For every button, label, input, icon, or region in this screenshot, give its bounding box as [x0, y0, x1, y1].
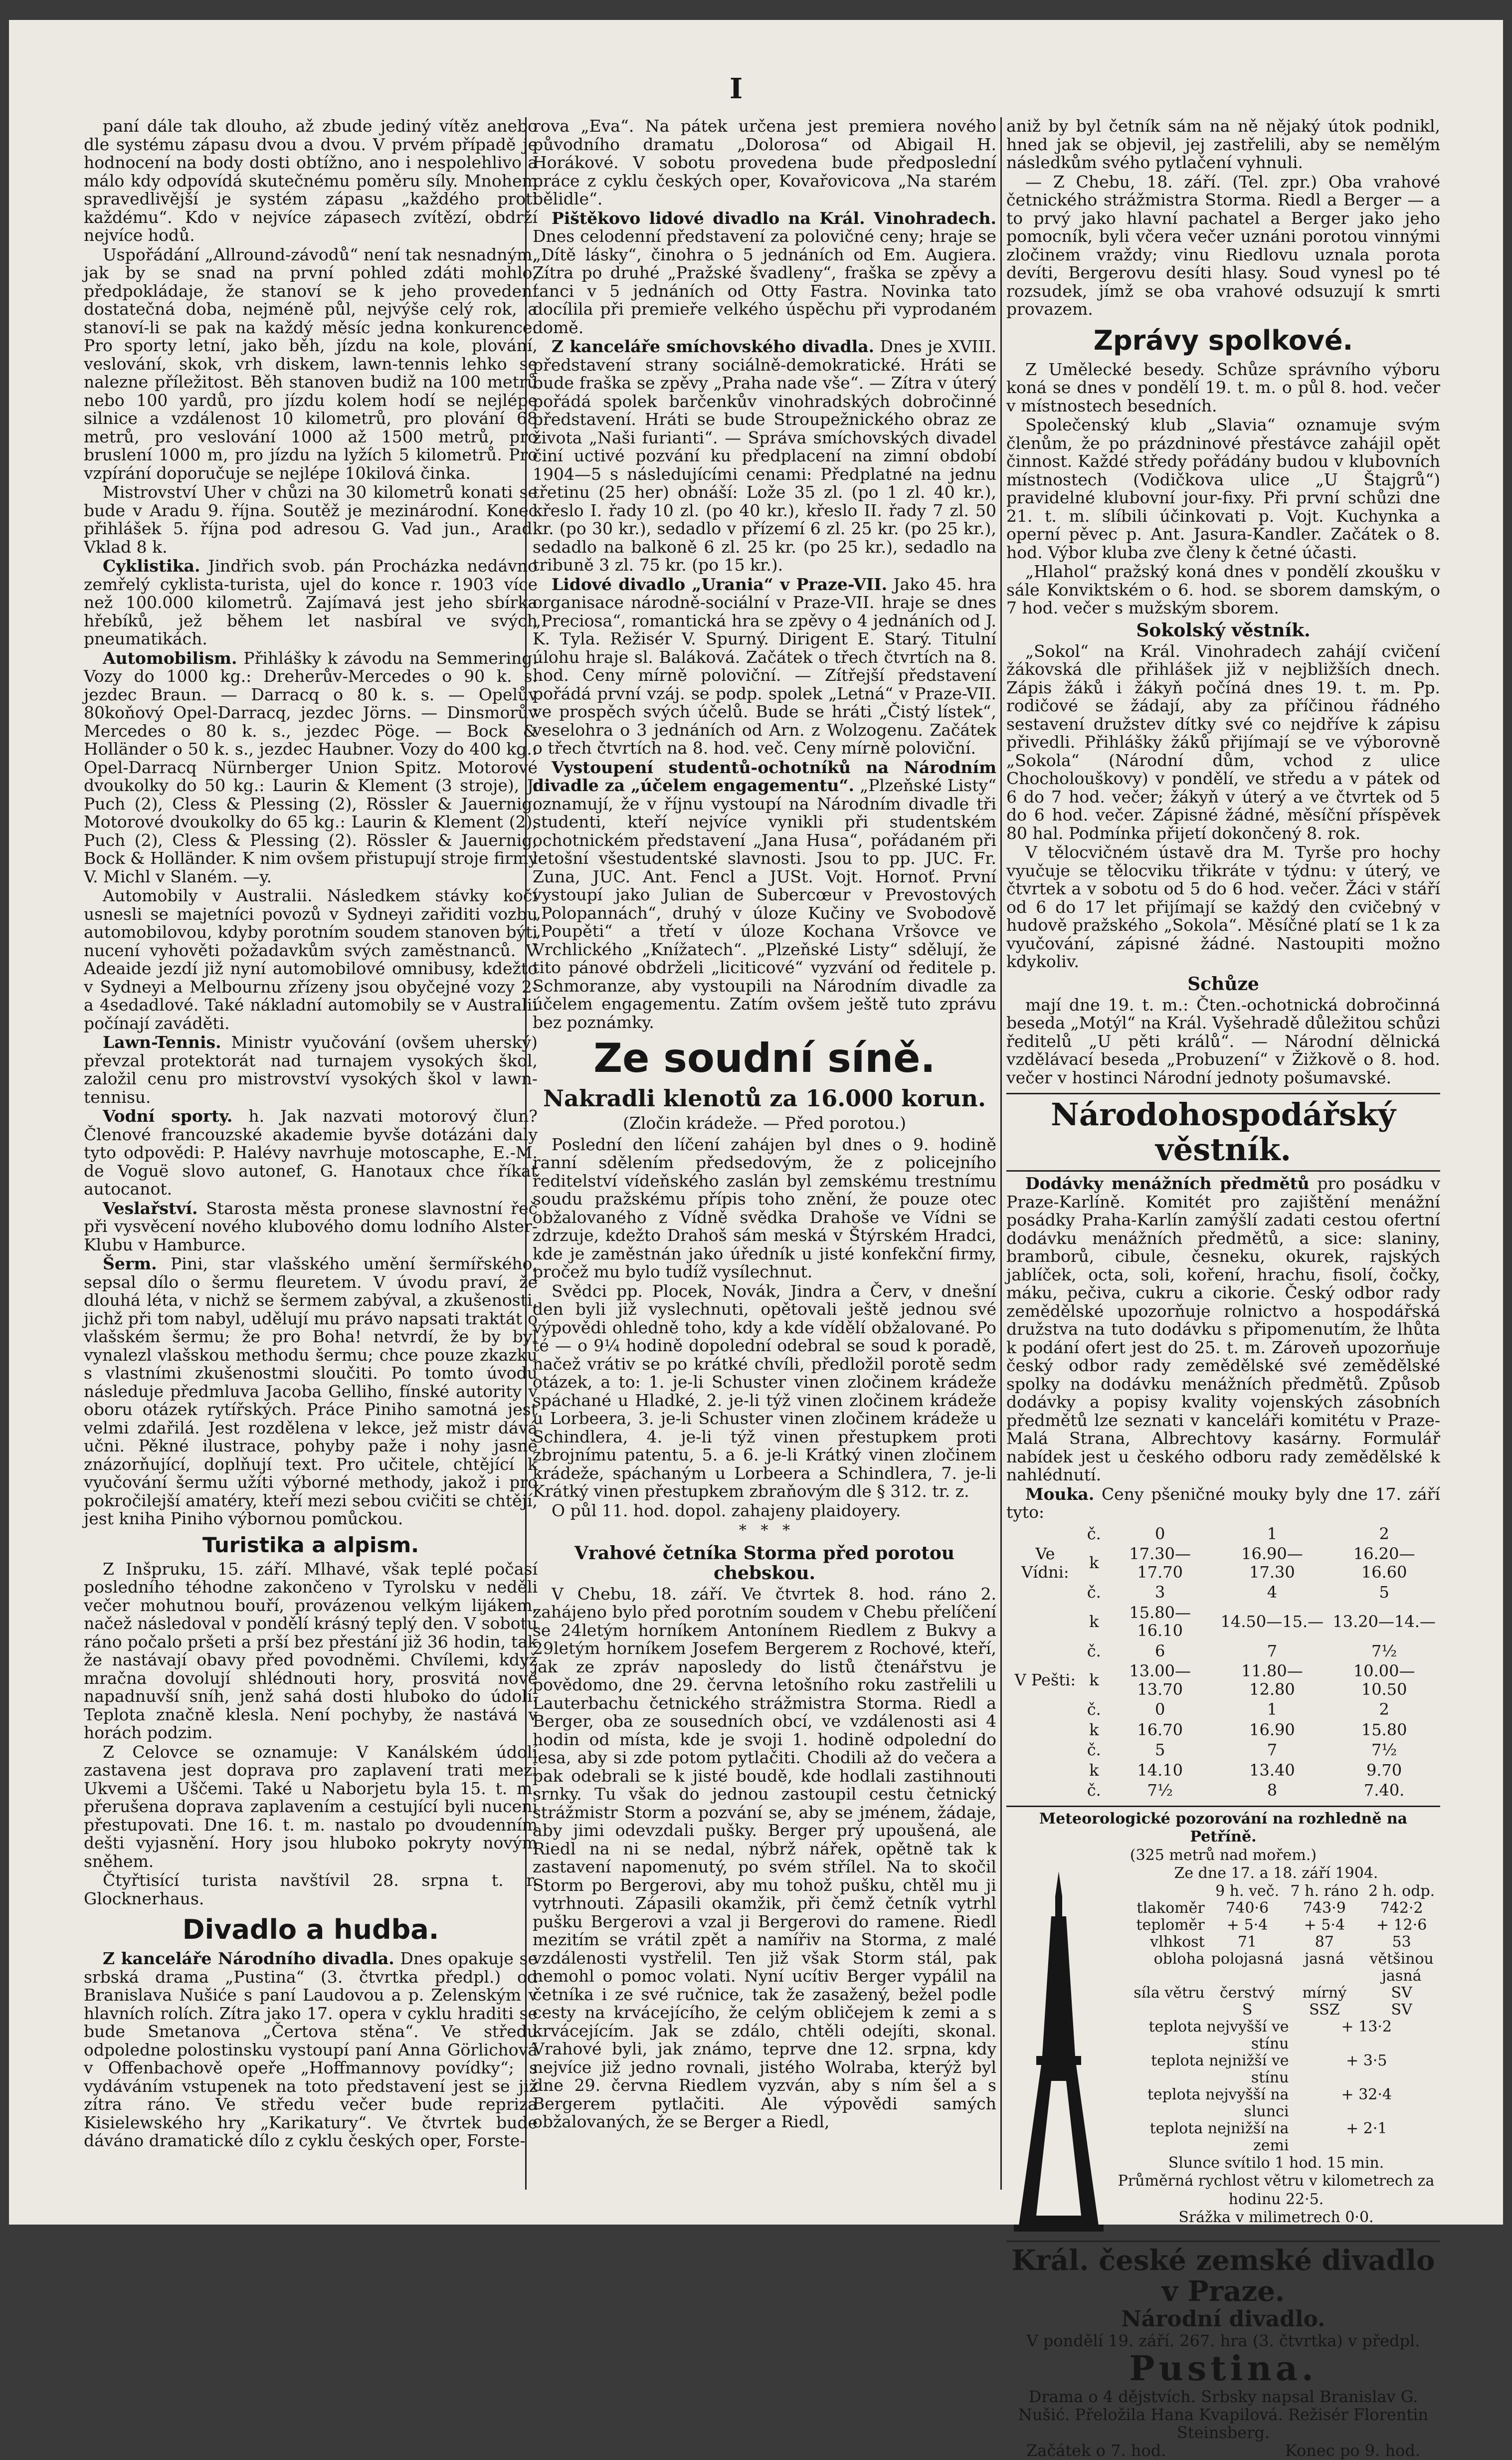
meteo-report	[1006, 1806, 1440, 2236]
rubric-label: Šerm.	[103, 1254, 157, 1273]
rubric-label: Vystoupení studentů-ochotníků na Národním divadle za „účelem engagementu“.	[533, 757, 996, 795]
table-cell: 5	[1379, 1583, 1389, 1602]
table-cell: 8	[1267, 1781, 1278, 1800]
table-cell: 5	[1155, 1740, 1165, 1759]
section-heading: Národohospodářský věstník.	[1006, 1093, 1440, 1172]
meteo-value: + 2·1	[1346, 2119, 1387, 2137]
table-row	[1006, 1740, 1440, 1760]
article-paragraph: V tělocvičném ústavě dra M. Tyrše pro hochy vyučuje se tělocviku třikráte v týdnu: v úterý, ve čtvrtek a v sobotu od 5 do 6 hod. večer. Žáci v stáří od 6 do 17 let přijímají se každý den cvičebný v hudově pražského „Sokola“. Měsíčné platí se 1 k za vyučování, zápisné žádné. Nastoupiti možno kdykoliv.	[1006, 842, 1440, 971]
table-row	[1006, 1603, 1440, 1641]
table-row-label	[1006, 1780, 1084, 1801]
newspaper-page	[9, 20, 1503, 2460]
table-cell: 16.70	[1137, 1720, 1183, 1739]
meteo-label	[1112, 1883, 1209, 1900]
meteo-value: SSZ	[1309, 2001, 1340, 2019]
meteo-row	[1112, 1951, 1440, 1985]
table-cell: 3	[1155, 1583, 1165, 1602]
meteo-value: 71	[1238, 1933, 1257, 1951]
table-row-label	[1006, 1699, 1084, 1720]
article-paragraph: V Chebu, 18. září. Ve čtvrtek 8. hod. ráno 2. zahájeno bylo před porotním soudem v Chebu přelíčení se 24letým horníkem Antonínem Riedlem z Bukvy a 29letým horníkem Josefem Bergerem z Rochové, kteří, jak ze zpráv naposledy do listů čtenářstvu je povědomo, dne 29. června letošního roku zastřelili u Lauterbachu četnického strážmistra Storma. Riedl a Berger, oba ze sousedních obcí, ve vzdálenosti asi 4 hodin od místa, kde je svoji 1. hodině odpolední do lesa, aby si zde potom pytlačiti. Chodili až do večera a pak odebrali se k jisté boudě, kde hodlali zastihnouti srnky. Tu však do jednou zastoupil cestu četnický strážmistr Storm a pozvání se, aby se jménem, žádaje, aby jimi odevzdali pušky. Berger prý upoušená, ale Riedl na ni se nedal, nýbrž nářek, opětně tak k zastavení napomenutý, po svém střílel. Na to skočil Storm po Bergerovi, aby mu tohož pušku, chtěl mu ji vytrhnouti. Zápasili okamžik, při čemž četník vytrhl pušku Bergerovi a vzal ji Bergerovi do ramene. Riedl mezitím se vrátil zpět a namířiv na Storma, z malé vzdálenosti vystřelil. Ten již však Storm stál, pak nemohl o pomoc volati. Nyní ucítiv Berger vypálil na četníka i ze své ručnice, tak že zasažený, bežel podle cesty na krvácejícího, že celým obličejem k zemi a s krvácejícím. Jak se zdálo, chtěli odejíti, skonal. Vrahové byli, jak známo, teprve dne 12. srpna, kdy nejvíce již jedno rovnali, jistého Wolraba, kterýž byl dne 29. června Riedlem vyzván, aby s ním šel a s Bergerem pytlačiti. Ale výpovědi samých obžalovaných, že se Berger a Riedl,	[533, 1584, 996, 2131]
meteo-value: + 3·5	[1346, 2051, 1387, 2069]
meteo-row	[1112, 1985, 1440, 2002]
meteo-row	[1112, 2086, 1440, 2120]
table-row	[1006, 1544, 1440, 1582]
article-subheadline: (Zločin krádeže. — Před porotou.)	[623, 1113, 906, 1133]
table-cell: k	[1089, 1720, 1099, 1739]
article-paragraph: paní dále tak dlouho, až zbude jediný vítěz anebo dle systému zápasu dvou a dvou. V prvém případě je hodnocení na body dosti obtížno, ano i nespolehlivo a málo kdy odpovídá skutečnému poměru síly. Mnohem spravedlivější je systém zápasu „každého proti každému“. Kdo v nejvíce zápasech zvítězí, obdrží nejvíce hodů.	[84, 116, 538, 245]
article-paragraph	[84, 1200, 538, 1254]
table-cell: k	[1089, 1760, 1099, 1780]
rubric-text: Ministr vyučování (ovšem uherský) převzal protektorát nad turnajem vysokých škol, založil cenu pro mistrovství vysokých škol v lawn-tennisu.	[84, 1032, 538, 1107]
theatre-announcement	[1006, 2241, 1440, 2460]
column-rule	[1000, 117, 1002, 2190]
section-heading: Ze soudní síně.	[593, 1035, 936, 1081]
meteo-value: 9 h. več.	[1215, 1882, 1280, 1900]
article-paragraph	[84, 1107, 538, 1199]
article-paragraph: O půl 11. hod. dopol. zahajeny plaidoyery.	[552, 1500, 901, 1520]
table-row	[1006, 1720, 1440, 1740]
table-cell: 7½	[1371, 1740, 1397, 1759]
theatre-play-title: Pustina.	[1129, 2349, 1318, 2389]
rubric-text: Přihlášky k závodu na Semmering. Vozy do 1000 kg.: Dreherův-Mercedes o 90 k. s. jezdec Braun. — Darracq o 80 k. s. — Opelův 80koňový Opel-Darracq, jezdec Jörns. — Dinsmorův Mercedes o 80 k. s., jezdec Pöge. — Bock & Holländer o 50 k. s., jezdec Haubner. Vozy do 400 kg.: Opel-Darracq Nürnberger Union Spitz. Motorové dvoukolky do 50 kg.: Laurin & Klement (3 stroje), J. Puch (2), Cless & Plessing (2), Rössler & Jauernig. Motorové dvoukolky do 65 kg.: Laurin & Klement (2), Puch (2), Cless & Plessing (2). Rössler & Jauernig, Bock & Holländer. K nim ovšem přistupují stroje firmy V. Michl v Slaném. —y.	[84, 648, 538, 886]
section-heading: Sokolský věstník.	[1136, 619, 1311, 641]
table-cell: 16.90—17.30	[1241, 1544, 1303, 1582]
table-row-label	[1006, 1603, 1084, 1641]
meteo-wind-speed: Průměrná rychlost větru v kilometrech za hodinu 22·5.	[1118, 2172, 1435, 2208]
meteo-subtitle: (325 metrů nad mořem.)	[1130, 1846, 1317, 1864]
table-cell: 1	[1267, 1524, 1278, 1543]
theatre-end: Konec po 9. hod.	[1285, 2441, 1420, 2460]
rubric-text: „Plzeňské Listy“ oznamují, že v říjnu vystoupí na Národním divadle tři studenti, kteří nejvíce vynikli při studentském ochotnickém představení „Jana Husa“, pořádaném při letošní všestudentské slavnosti. Jsou to pp. JUC. Fr. Zuna, JUC. Ant. Fencl a JUSt. Vojt. Hornoť. První vystoupí jako Julian de Subercœur v Prevostových „Polopannách“, druhý v úloze Kučiny ve Svobodově „Poupěti“ a třetí v úloze Kochana Vršovce ve Vrchlického „Knížatech“. „Plzeňské Listy“ sdělují, že tito pánové obdrželi „liciticové“ vyzvání od ředitele p. Schmoranze, aby vystoupili na Národním divadle za účelem engagementu. Zatím ovšem ještě tuto zprávu bez poznámky.	[533, 776, 996, 1032]
meteo-value: SV	[1391, 1984, 1412, 2002]
table-row-label	[1006, 1524, 1084, 1544]
table-row	[1006, 1661, 1440, 1699]
table-cell: 1	[1267, 1700, 1278, 1719]
table-cell: 7.40.	[1363, 1781, 1405, 1800]
meteo-value: 742·2	[1380, 1899, 1423, 1917]
article-paragraph: mají dne 19. t. m.: Čten.-ochotnická dobročinná beseda „Motýl“ na Král. Vyšehradě důležitou schůzi ředitelů „U pěti králů“. — Národní dělnická vzdělávací beseda „Probuzení“ v Žižkově o 8. hod. večer v hostinci Národní jednoty pošumavské.	[1006, 995, 1440, 1087]
table-row	[1006, 1582, 1440, 1603]
meteo-value: + 32·4	[1341, 2085, 1392, 2103]
meteo-value: S	[1242, 2001, 1253, 2019]
rubric-text: Jako 45. hra organisace národně-sociální v Praze-VII. hraje se dnes „Preciosa“, romantická hra se zpěvy o 4 jednáních od J. K. Tyla. Režisér V. Spurný. Dirigent E. Starý. Titulní úlohu hraje sl. Baláková. Začátek o třech čtvrtích na 8. hod. Ceny mírně poloviční. — Zítřejší představení pořádá první vzáj. se podp. spolek „Letná“ v Praze-VII. ve prospěch svých účelů. Bude se hráti „Čistý lístek“, veselohra o 3 jednáních od Arn. z Wolzogenu. Začátek o třech čtvrtích na 8. hod. več. Ceny mírně poloviční.	[533, 574, 996, 758]
section-heading: Divadlo a hudba.	[182, 1914, 439, 1945]
theatre-title: Král. české zemské divadlo v Praze.	[1011, 2244, 1435, 2308]
table-row	[1006, 1641, 1440, 1661]
table-cell: 9.70	[1366, 1760, 1402, 1780]
meteo-label: vlhkost	[1150, 1933, 1205, 1951]
meteo-sunshine: Slunce svítilo 1 hod. 15 min.	[1168, 2154, 1384, 2172]
meteo-row	[1112, 2019, 1440, 2052]
table-row-label	[1006, 1582, 1084, 1603]
article-paragraph	[533, 209, 996, 337]
table-row-label	[1006, 1740, 1084, 1760]
table-row	[1006, 1780, 1440, 1801]
table-row-label	[1006, 1720, 1084, 1740]
article-paragraph: Z Celovce se oznamuje: V Kanálském údolí zastavena jest doprava pro zaplavení trati mezi Ukvemi a Uščemi. Také u Naborjetu byla 15. t. m. přerušena doprava zaplavením a cestující byli nuceni přestupovati. Dne 16. t. m. nastalo po dvoudenním dešti vyjasnění. Hory jsou hluboko pokryty novým sněhem.	[84, 1742, 538, 1871]
article-paragraph: Společenský klub „Slavia“ oznamuje svým členům, že po prázdninové přestávce zahájil opět činnost. Každé středy pořádány budou v klubovních místnostech (Vodičkova ulice „U Štajgrů“) pravidelné klubovní jour-fixy. Při první schůzi dne 21. t. m. slíbili účinkovati p. Vojt. Kuchynka a operní pěvec p. Ant. Jasura-Kandler. Začátek o 8. hod. Výbor kluba zve členy k četné účasti.	[1006, 415, 1440, 562]
article-paragraph: Z Umělecké besedy. Schůze správního výboru koná se dnes v pondělí 19. t. m. o půl 8. hod. večer v místnostech besedních.	[1006, 359, 1440, 415]
meteo-row	[1112, 2052, 1440, 2086]
table-cell: č.	[1087, 1740, 1101, 1759]
table-cell: 6	[1155, 1641, 1165, 1660]
meteo-row	[1112, 1917, 1440, 1934]
table-cell: č.	[1087, 1641, 1101, 1660]
column-1	[84, 117, 538, 2190]
theatre-subtitle: Národní divadlo.	[1121, 2306, 1325, 2332]
rubric-label: Mouka.	[1025, 1484, 1095, 1504]
meteo-label: teplota nejnižší ve stínu	[1151, 2051, 1289, 2086]
article-paragraph	[84, 649, 538, 886]
flour-price-table	[1006, 1524, 1440, 1801]
table-header-row	[1006, 1524, 1440, 1544]
meteo-value: 87	[1315, 1933, 1334, 1951]
meteo-value: 53	[1392, 1933, 1411, 1951]
article-paragraph: „Sokol“ na Král. Vinohradech zahájí cvičení žákovská dle přihlášek již v nejbližších dnech. Zápis žáků i žákyň počíná dnes 19. t. m. Pp. rodičové se žádají, aby za příčinou řádného sestavení družstev dítky své co nejdříve k zápisu přivedli. Přihlášky žáků přijímají se ve výborovně „Sokola“ (Národní dům, vchod z ulice Chocholouškovy) v pondělí, ve středu a v pátek od 6 do 7 hod. večer; žákyň v úterý a ve čtvrtek od 5 do 6 hod. večer. Zápisné žádné, měsíční příspěvek 80 hal. Podmínka přijetí dokončený 8. rok.	[1006, 641, 1440, 843]
meteo-header-row	[1112, 1883, 1440, 1900]
meteo-value: mírný	[1302, 1984, 1347, 2002]
table-cell: 11.80—12.80	[1241, 1661, 1303, 1699]
table-cell: 7	[1267, 1641, 1278, 1660]
meteo-label: tlakoměr	[1136, 1899, 1205, 1917]
table-row-label: V Pešti:	[1014, 1670, 1076, 1690]
table-cell: 14.50—15.—	[1220, 1612, 1324, 1631]
table-cell: č.	[1087, 1524, 1101, 1543]
table-cell: 15.80	[1361, 1720, 1407, 1739]
table-row	[1006, 1699, 1440, 1720]
table-row-label: Ve Vídni:	[1021, 1544, 1069, 1582]
meteo-row	[1112, 1934, 1440, 1951]
meteo-row	[1112, 1900, 1440, 1917]
article-paragraph: Čtyřtisící turista navštívil 28. srpna t. r. Glocknerhaus.	[84, 1870, 538, 1908]
rubric-text: Starosta města pronese slavnostní řeč při vysvěcení nového klubového domu lodního Alster-Klubu v Hamburce.	[84, 1198, 538, 1254]
rubric-label: Lidové divadlo „Urania“ v Praze-VII.	[552, 574, 888, 594]
meteo-value: + 5·4	[1226, 1916, 1268, 1934]
article-paragraph	[84, 1950, 538, 2150]
article-paragraph	[1006, 1485, 1440, 1522]
rubric-text: Dnes celodenní představení za polovičné ceny; hraje se „Dítě lásky“, činohra o 5 jednáních od Em. Augiera. Zítra po druhé „Pražské švadleny“, fraška se zpěvy a tanci v 5 jednáních od Otty Fastra. Novinka tato docílila při premieře velkého úspěchu při vyprodaném domě.	[533, 226, 996, 337]
rubric-label: Pištěkovo lidové divadlo na Král. Vinohradech.	[552, 208, 996, 228]
rubric-label: Z kanceláře smíchovského divadla.	[552, 337, 875, 356]
table-cell: 13.20—14.—	[1332, 1612, 1436, 1631]
article-headline: Vrahové četníka Storma před porotou chebskou.	[574, 1542, 955, 1584]
rubric-text: Pini, star vlašského umění šermířského, sepsal dílo o šermu fleuretem. V úvodu praví, že dlouhá léta, v nichž se šermem zabýval, a zkušenosti, jichž při tom nabyl, udělují mu právo napsati traktát o vlašském šermu; že pro Boha! netvrdí, že by byl vynalezl vlašskou methodu šermu; chce pouze zkazku s vlastními zkušenostmi sloučiti. Po tomto úvodu následuje předmluva Jacoba Gelliho, fínské autority v oboru otázek rytířských. Práce Piniho samotná jest velmi zdařilá. Jest rozdělena v lekce, jež mistr dává učni. Pěkné ilustrace, pohyby paže i nohy jasně znázorňující, doplňují text. Pro učitele, chtějící k vyučování šermu užíti výborné methody, jakož i pro pokročilejší amatéry, kteří mezi sebou cvičiti se chtějí, jest kniha Piniho výbornou pomůckou.	[84, 1254, 538, 1528]
table-cell: 0	[1155, 1700, 1165, 1719]
article-paragraph: aniž by byl četník sám na ně nějaký útok podnikl, hned jak se objevil, jej zastřelili, aby se nemělým následkům svého pytlačení vyhnuli.	[1006, 116, 1440, 172]
column-2	[533, 117, 996, 2190]
article-paragraph	[1006, 1175, 1440, 1484]
meteo-value: + 13·2	[1341, 2018, 1392, 2036]
table-cell: k	[1089, 1553, 1099, 1573]
section-heading: Schůze	[1187, 973, 1259, 995]
meteo-title: Meteorologické pozorování na rozhledně na Petříně.	[1039, 1810, 1408, 1845]
table-cell: 2	[1379, 1700, 1389, 1719]
table-cell: 17.30—17.70	[1129, 1544, 1191, 1582]
rubric-text: Jindřich svob. pán Procházka nedávno zemřelý cyklista-turista, ujel do konce r. 1903 více než 100.000 kilometrů. Zajímavá jest jeho sbírka hřebíků, jež během let nasbíral ve svých pneumatikách.	[84, 556, 538, 648]
theatre-description: Drama o 4 dějstvích. Srbsky napsal Branislav G. Nušić. Přeložila Hana Kvapilová. Režisér Florentin Steinsberg.	[1018, 2387, 1429, 2442]
table-cell: 10.00—10.50	[1353, 1661, 1415, 1699]
rubric-label: Vodní sporty.	[103, 1106, 233, 1126]
article-paragraph: Poslední den líčení zahájen byl dnes o 9. hodině ranní sdělením předsedovým, že z policejního ředitelství vídeňského zaslán byl zemskému trestnímu soudu pražskému přípis toho znění, že pouze otec obžalovaného z Vídně svědka Drahoše ve Vídni se zdrzuje, kdežto Drahoš sám meská v Štýrském Hradci, kde je zaměstnán jako úředník u jisté konfekční firmy, pročež mu bylo tudíž vysílechnut.	[533, 1134, 996, 1281]
table-cell: 7	[1267, 1740, 1278, 1759]
table-cell: 2	[1379, 1524, 1389, 1543]
article-paragraph: Svědci pp. Plocek, Novák, Jindra a Červ, v dnešní den byli již vyslechnuti, opětovali ještě jednou své výpovědi ohledně toho, kdy a kde vídělí obžalované. Po té — o 9¼ hodině dopolední odebral se soud k poradě, načež vrátiv se po krátké chvíli, předložil porotě sedm otázek, a to: 1. je-li Schuster vinen zločinem krádeže spáchané u Hladké, 2. je-li týž vinen zločinem krádeže u Lorbeera, 3. je-li Schuster vinen zločinem krádeže u Schindlera, 4. je-li týž vinen přestupkem proti zbrojnímu patentu, 5. a 6. je-li Krátký vinen zločinem krádeže, spáchaným u Lorbeera a Schindlera, 7. je-li Krátký vinen přestupkem zbraňovým dle § 312. tr. z.	[533, 1281, 996, 1501]
table-cell: č.	[1087, 1583, 1101, 1602]
article-paragraph: Uspořádání „Allround-závodů“ není tak nesnadným, jak by se snad na první pohled zdáti mohlo, předpokládaje, že stanoví se k jeho provedení dostatečná doba, nejméně půl, nejvýše celý rok, a stanoví-li se pak na každý měsíc jedna konkurence. Pro sporty letní, jako běh, jízdu na kole, plování, veslování, skok, vrh diskem, lawn-tennis lehko se nalezne příležitost. Běh stanoven budiž na 100 metrů nebo 100 yardů, pro jízdu kolem hodí se nejlépe silnice a vzdálenost 10 kilometrů, pro plování 68 metrů, pro veslování 1000 až 1500 metrů, pro bruslení 1000 m, pro jízdu na lyžích 5 kilometrů. Pro vzpírání doporučuje se nejlépe 10kilová činka.	[84, 244, 538, 483]
table-row	[1006, 1760, 1440, 1781]
theatre-date-line: V pondělí 19. září. 267. hra (3. čtvrtka) v předpl.	[1026, 2331, 1420, 2350]
table-cell: 0	[1155, 1524, 1165, 1543]
meteo-date: Ze dne 17. a 18. září 1904.	[1174, 1864, 1378, 1882]
article-paragraph: Automobily v Australii. Následkem stávky kočí usnesli se majetníci povozů v Sydneyi zařiditi vozbu automobilovou, kdyby porotním soudem stanoven býti nucení vyhověti požadavkům svých zaměstnanců. V Adeaide jezdí již nyní automobilové omnibusy, kdežto v Sydneyi a Melbournu zřízeny jsou obyčejné vozy 2- a 4sedadlové. Také nákladní automobily se v Australii počínají zaváděti.	[84, 886, 538, 1033]
meteo-label: teploměr	[1136, 1916, 1205, 1934]
meteo-row	[1112, 2120, 1440, 2154]
theatre-times	[1006, 2442, 1440, 2460]
meteo-value: jasná	[1304, 1950, 1344, 1968]
article-paragraph: „Hlahol“ pražský koná dnes v pondělí zkoušku v sále Konviktském o 6. hod. se sborem damským, o 7 hod. večer s mužským sborem.	[1006, 562, 1440, 617]
article-paragraph: rova „Eva“. Na pátek určena jest premiera nového původního dramatu „Dolorosa“ od Abigail H. Horákové. V sobotu provedena bude předposlední práce z cyklu českých oper, Kovařovicova „Na starém bělidle“.	[533, 116, 996, 208]
meteo-label	[1112, 2002, 1209, 2019]
meteo-label: síla větru	[1134, 1984, 1205, 2002]
article-paragraph	[84, 557, 538, 648]
table-cell: k	[1089, 1612, 1099, 1631]
separator-asterisks-icon: * * *	[739, 1522, 790, 1539]
rubric-label: Cyklistika.	[103, 556, 200, 576]
article-headline: Nakradli klenotů za 16.000 korun.	[543, 1085, 986, 1112]
table-cell: 14.10	[1137, 1760, 1183, 1780]
table-cell: 16.20—16.60	[1353, 1544, 1415, 1582]
table-row-label	[1006, 1760, 1084, 1781]
section-heading: Turistika a alpism.	[202, 1532, 419, 1557]
meteo-value: 740·6	[1226, 1899, 1269, 1917]
meteo-value: + 12·6	[1376, 1916, 1427, 1934]
table-cell: 15.80—16.10	[1129, 1603, 1191, 1640]
rubric-label: Z kanceláře Národního divadla.	[103, 1949, 394, 1968]
table-cell: 4	[1267, 1583, 1278, 1602]
meteo-value: 2 h. odp.	[1368, 1882, 1435, 1900]
table-cell: 13.40	[1249, 1760, 1295, 1780]
rubric-text: Dnes opakuje se srbská drama „Pustina“ (3. čtvrtka předpl.) od Branislava Nušiće s paní Laudovou a p. Zelenským v hlavních rolích. Zítra jako 17. opera v cyklu hraditi se bude Smetanova „Čertova stěna“. Ve středu odpoledne polostinsku vystoupí paní Anna Görlichová v Offenbachově opeře „Hoffmannovy povídky“; s vydáváním vstupenek na toto představení jest se již zítra ráno. Ve středu večer bude repriza Kisielewského hry „Karikatury“. Ve čtvrtek bude dáváno dramatické dílo z cyklu českých oper, Forste-	[84, 1949, 538, 2150]
meteo-label: obloha	[1153, 1950, 1205, 1968]
petrin-tower-icon	[1011, 1866, 1106, 2236]
rubric-text: Dnes je XVIII. představení strany sociálně-demokratické. Hráti se bude fraška se zpěvy „Praha nade vše“. — Zítra v úterý pořádá spolek barčenkův vinohradských dobročinné představení. Hráti se bude Stroupežnického obraz ze života „Naši furianti“. — Správa smíchovských divadel činí uctivé pozvání ku předplacení na zimní období 1904—5 s následujícími cenami: Předplatné na jednu třetinu (25 her) obnáší: Lože 35 zl. (po 1 zl. 40 kr.), křeslo I. řady 10 zl. (po 40 kr.), křeslo II. řady 7 zl. 50 kr. (po 30 kr.), sedadlo v přízemí 6 zl. 25 kr. (po 25 kr.), sedadlo na balkoně 6 zl. 25 kr. (po 25 kr.), sedadlo na tribuně 3 zl. 75 kr. (po 15 kr.).	[533, 337, 996, 575]
rubric-label: Automobilism.	[103, 648, 237, 668]
meteo-label: teplota nejvyšší na slunci	[1147, 2085, 1289, 2120]
article-paragraph	[533, 576, 996, 758]
rubric-label: Veslařství.	[103, 1198, 198, 1218]
article-paragraph	[533, 338, 996, 575]
column-3	[1006, 116, 1440, 2460]
table-cell: 13.00—13.70	[1129, 1661, 1191, 1699]
meteo-wind-row	[1112, 2002, 1440, 2019]
article-paragraph: Z Inšpruku, 15. září. Mlhavé, však teplé počasí posledního téhodne zakončeno v Tyrolsku v neděli večer mohutnou bouří, provázenou velkým lijákem, načež následoval v pondělí krásný teplý den. V sobotu ráno počalo pršeti a prší bez přestání již 36 hodin, tak že nastávají obavy před povodněmi. Chvílemi, když mračna dovolují shlédnouti hory, prosvitá nově napadnuvší sníh, jenž sahá dosti hluboko do údolí. Teplota značně klesla. Není pochyby, že nastává v horách podzim.	[84, 1559, 538, 1742]
rubric-text: Ceny pšeničné mouky byly dne 17. září tyto:	[1006, 1484, 1440, 1522]
article-paragraph: — Z Chebu, 18. září. (Tel. zpr.) Oba vrahové četnického strážmistra Storma. Riedl a Berger — a to prvý jako hlavní pachatel a Berger jako jeho pomocník, byli včera večer uznáni porotou vinnými zločinem vraždy; vinu Riedlovu uznala porota devíti, Bergerovu desíti hlasy. Soud vynesl po té rozsudek, jímž se oba vrahové odsuzují k smrti provazem.	[1006, 172, 1440, 319]
section-heading: Zprávy spolkové.	[1093, 324, 1353, 356]
meteo-value: + 5·4	[1304, 1916, 1345, 1934]
article-paragraph	[533, 759, 996, 1032]
rubric-label: Dodávky menážních předmětů	[1025, 1174, 1310, 1193]
theatre-start: Začátek o 7. hod.	[1026, 2441, 1166, 2460]
meteo-value: 743·9	[1303, 1899, 1346, 1917]
meteo-value: čerstvý	[1219, 1984, 1275, 2002]
table-cell: 7½	[1147, 1781, 1173, 1800]
table-row-label	[1006, 1641, 1084, 1661]
meteo-value: SV	[1391, 2001, 1412, 2019]
meteo-value: polojasná	[1211, 1950, 1284, 1968]
rubric-text: pro posádku v Praze-Karlíně. Komitét pro zajištění menážní posádky Praha-Karlín zamýšlí zadati cestou ofertní dodávku menážních předmětů, a sice: slaniny, bramborů, cibule, česneku, okurek, rajských jablíček, octa, soli, koření, hrachu, fisolí, čočky, máku, pečiva, cukru a cikorie. Český odbor rady zemědělské upozorňuje rolnictvo a hospodářská družstva na tuto dodávku s připomenutím, že lhůta k podání ofert jest do 25. t. m. Zároveň upozorňuje český odbor rady zemědělské své zemědělské spolky na dodávku menážních předmětů. Způsob dodávky a popisy kvality vojenských zásobních předmětů lze seznati v kanceláři komitétu v Praze-Malá Strana, Albrechtovy kasárny. Formulář nabídek jest u českého odboru rady zemědělské k nahlédnutí.	[1006, 1174, 1440, 1484]
meteo-label: teplota nejnižší na zemi	[1149, 2119, 1289, 2154]
article-paragraph	[84, 1255, 538, 1528]
meteo-precipitation: Srážka v milimetrech 0·0.	[1178, 2209, 1374, 2226]
article-paragraph	[84, 1033, 538, 1106]
rubric-text: h. Jak nazvati motorový člun? Členové francouzské akademie byvše dotázáni daly tyto odpovědi: P. Halévy navrhuje motoscaphe, E.-M. de Voguë slovo autonef, G. Hanotaux chce říkat autocanot.	[84, 1106, 538, 1199]
table-cell: č.	[1087, 1781, 1101, 1800]
table-cell: k	[1089, 1670, 1099, 1690]
meteo-value: 7 h. ráno	[1290, 1882, 1359, 1900]
rubric-label: Lawn-Tennis.	[103, 1032, 221, 1052]
meteo-value: většinou jasná	[1369, 1950, 1434, 1985]
article-paragraph: Mistrovství Uher v chůzi na 30 kilometrů konati se bude v Aradu 9. října. Soutěž je mezinárodní. Konec přihlášek 5. října pod adresou G. Vad jun., Arad. Vklad 8 k.	[84, 482, 538, 557]
meteo-label: teplota nejvyšší ve stínu	[1148, 2018, 1289, 2052]
table-cell: 7½	[1371, 1641, 1397, 1660]
page-number: I	[730, 72, 743, 105]
table-cell: 16.90	[1249, 1720, 1295, 1739]
table-cell: č.	[1087, 1700, 1101, 1719]
